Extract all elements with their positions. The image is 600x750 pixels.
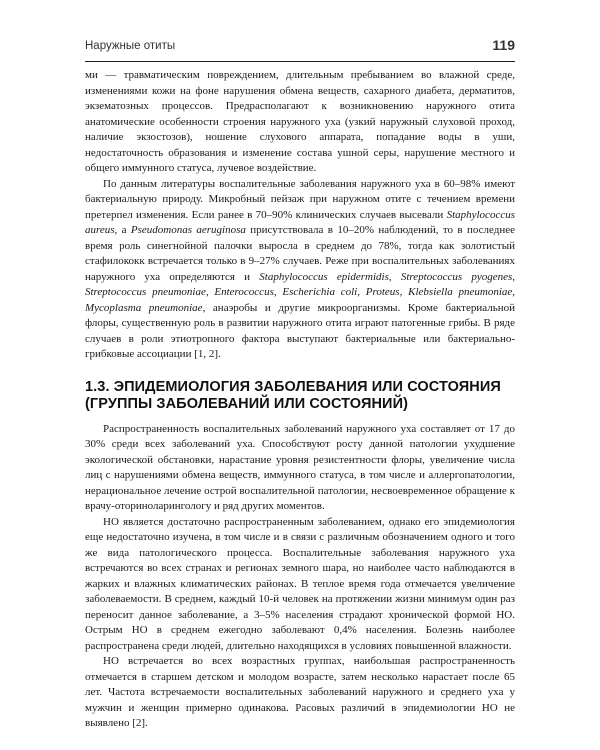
paragraph-epidemiology: НО является достаточно распространенным заболеванием, однако его эпидемиология еще недостаточно изучена, в том числе и в связи с различным обозначением одного и того же вида патологического процесса. Воспалительные заболевания наружного уха встречаются во всех странах и регионах земного шара, но наиболее часто наблюдаются в жарких и влажных климатических районах. В теплое время года отмечается увеличение заболеваемости. В среднем, каждый 10-й человек на протяжении жизни минимум один раз переносит данное заболевание, а 3–5% населения страдают хронической формой НО. Острым НО в среднем ежегодно заболевают 0,4% населения. Болезнь наиболее распространена среди людей, длительно находящихся в условиях повышенной влажности. (85, 515, 515, 652)
species-name: Streptococcus pneumoniae (85, 286, 206, 298)
paragraph-prevalence: Распространенность воспалительных заболеваний наружного уха составляет от 17 до 30% среди всех заболеваний уха. Способствуют росту данной патологии ухудшение экологической обстановки, нарастание уровня резистентности флоры, увеличение числа лиц с нарушениями обмена веществ, иммунного статуса, в том числе и аллергопатологии, нерациональное лечение острой воспалительной патологии, несвоевременное обращение к врачу-оториноларингологу и ряд других моментов. (85, 422, 515, 512)
text-run: , (357, 286, 366, 298)
page-body (85, 68, 515, 732)
species-name: Pseudomonas aeruginosa (130, 224, 246, 236)
section-heading: 1.3. ЭПИДЕМИОЛОГИЯ ЗАБОЛЕВАНИЯ ИЛИ СОСТОЯНИЯ (ГРУППЫ ЗАБОЛЕВАНИЙ ИЛИ СОСТОЯНИЙ) (85, 378, 501, 412)
page-number: 119 (492, 37, 515, 53)
species-name: Streptococcus pyogenes (400, 270, 513, 283)
species-name: Escherichia coli (282, 286, 358, 298)
text-run: , (512, 270, 516, 283)
text-run: , анаэробы и другие микроорганизмы. Кроме бактериальной флоры, существенную роль в развитии наружного отита играют патогенные грибы. В ряде случаев в роли этиотропного фактора выступают бактериальные или бактериально-грибковые ассоциации [1, 2]. (85, 301, 515, 360)
text-run: , а (114, 224, 131, 236)
text-run: присутствовала в 10–20% наблюдений, то в последнее время роль синегнойной палочки выросла в среднем до 78%, тогда как золотистый стафилококк встречается только в 9–27% случаев. Реже при воспалительных заболеваниях наружного уха определяются и (85, 224, 515, 283)
species-name: Proteus (365, 286, 400, 298)
species-name: Klebsiella pneumoniae (408, 286, 513, 298)
text-run: , (273, 286, 283, 298)
species-name: Mycoplasma pneumoniae (85, 301, 203, 314)
text-run: , (388, 270, 401, 283)
text-run: По данным литературы воспалительные заболевания наружного уха в 60–98% имеют бактериальную природу. Микробный пейзаж при наружном отите с течением времени претерпел изменения. Если ранее в 70–90% клинических случаев высевали (85, 177, 515, 221)
paragraph-age-groups: НО встречается во всех возрастных группах, наибольшая распространенность отмечается в старшем детском и молодом возрасте, затем несколько нарастает после 65 лет. Частота встречаемости воспалительных заболеваний наружного и среднего уха у мужчин и женщин примерно одинакова. Расовых различий в эпидемиологии НО не выявлено [2]. (85, 655, 515, 729)
paragraph-microbiology (85, 177, 515, 363)
species-name: Staphylococcus epidermidis (259, 270, 389, 283)
text-run: , (512, 286, 516, 298)
species-name: Enterococcus (214, 286, 274, 298)
running-title: Наружные отиты (85, 40, 176, 52)
running-header (85, 37, 515, 57)
paragraph-continuation: ми — травматическим повреждением, длительным пребыванием во влажной среде, изменениями кожи на фоне нарушения обмена веществ, сахарного диабета, дерматитов, экзематозных процессов. Предрасполагают к возникновению наружного отита анатомические особенности строения наружного уха (узкий наружный слуховой проход, наличие экзостозов), ношение слухового аппарата, попадание воды в уши, недостаточность образования и изменение состава ушной серы, нарушение местного и общего иммунного статуса, лучевое воздействие. (85, 69, 515, 174)
species-name: Staphylococcus aureus (85, 208, 515, 236)
text-run: , (399, 286, 409, 298)
text-run: , (205, 286, 215, 298)
header-rule (85, 61, 515, 62)
